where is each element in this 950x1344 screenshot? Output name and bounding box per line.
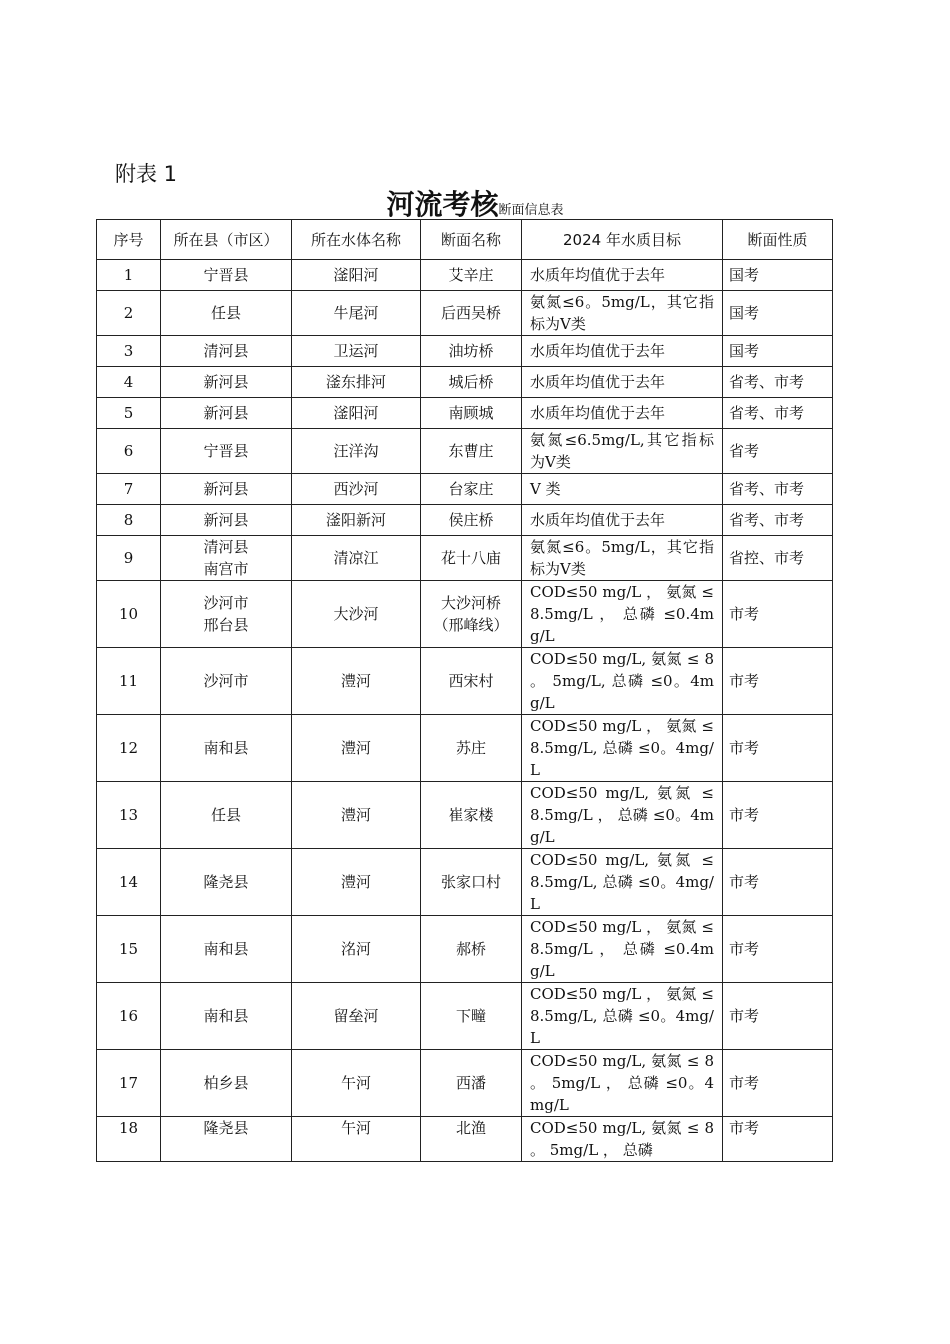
cell-no: 2 xyxy=(97,291,161,336)
cell-goal: 氨氮≤6。5mg/L，其它指标为Ⅴ类 xyxy=(522,536,723,581)
cell-no: 7 xyxy=(97,474,161,505)
table-row xyxy=(97,849,833,916)
cell-goal: COD≤50 mg/L, 氨氮 ≤ 8 。 5mg/L ， 总磷 ≤0。4mg/L xyxy=(522,1050,723,1117)
table-row xyxy=(97,536,833,581)
cell-section: 侯庄桥 xyxy=(421,505,522,536)
table-row xyxy=(97,1117,833,1162)
cell-water: 滏阳河 xyxy=(292,398,421,429)
cell-section: 台家庄 xyxy=(421,474,522,505)
cell-no: 8 xyxy=(97,505,161,536)
table-row xyxy=(97,474,833,505)
header-goal: 2024 年水质目标 xyxy=(522,220,723,260)
cell-nature: 市考 xyxy=(723,849,833,916)
cell-nature: 省考、市考 xyxy=(723,367,833,398)
cell-nature: 省考、市考 xyxy=(723,398,833,429)
cell-county: 新河县 xyxy=(161,398,292,429)
table-row xyxy=(97,291,833,336)
cell-no: 16 xyxy=(97,983,161,1050)
cell-no: 6 xyxy=(97,429,161,474)
cell-water: 澧河 xyxy=(292,782,421,849)
cell-water: 滏阳河 xyxy=(292,260,421,291)
table-row xyxy=(97,782,833,849)
cell-county: 新河县 xyxy=(161,505,292,536)
cell-water: 留垒河 xyxy=(292,983,421,1050)
cell-nature: 省考 xyxy=(723,429,833,474)
table-row xyxy=(97,648,833,715)
cell-section: 艾辛庄 xyxy=(421,260,522,291)
cell-water: 卫运河 xyxy=(292,336,421,367)
cell-water: 洺河 xyxy=(292,916,421,983)
header-county: 所在县（市区） xyxy=(161,220,292,260)
table-row xyxy=(97,1050,833,1117)
cell-nature: 省控、市考 xyxy=(723,536,833,581)
cell-nature: 市考 xyxy=(723,1050,833,1117)
title-sub: 断面信息表 xyxy=(498,203,564,218)
cell-goal: COD≤50 mg/L ， 氨氮 ≤ 8.5mg/L, 总磷 ≤0。4mg/L xyxy=(522,715,723,782)
cell-no: 12 xyxy=(97,715,161,782)
cell-goal: COD≤50 mg/L, 氨氮 ≤ 8.5mg/L ， 总磷 ≤0。4mg/L xyxy=(522,782,723,849)
cell-county: 宁晋县 xyxy=(161,260,292,291)
appendix-label: 附表 1 xyxy=(115,162,178,186)
cell-goal: 水质年均值优于去年 xyxy=(522,336,723,367)
title-main: 河流考核 xyxy=(386,188,499,221)
cell-county: 新河县 xyxy=(161,367,292,398)
cell-nature: 市考 xyxy=(723,648,833,715)
cell-goal: COD≤50 mg/L ， 氨氮 ≤ 8.5mg/L ， 总磷 ≤0.4mg/L xyxy=(522,581,723,648)
cell-no: 18 xyxy=(97,1117,161,1162)
cell-county: 任县 xyxy=(161,782,292,849)
cell-nature: 国考 xyxy=(723,291,833,336)
cell-no: 17 xyxy=(97,1050,161,1117)
table-row xyxy=(97,367,833,398)
cell-section: 城后桥 xyxy=(421,367,522,398)
table-row xyxy=(97,260,833,291)
cell-nature: 国考 xyxy=(723,336,833,367)
cell-section: 后西吴桥 xyxy=(421,291,522,336)
cell-goal: Ⅴ 类 xyxy=(522,474,723,505)
cell-no: 15 xyxy=(97,916,161,983)
cell-goal: COD≤50 mg/L ， 氨氮 ≤ 8.5mg/L, 总磷 ≤0。4mg/L xyxy=(522,983,723,1050)
cell-county: 南和县 xyxy=(161,916,292,983)
cell-county: 清河县 南宫市 xyxy=(161,536,292,581)
cell-section: 北渔 xyxy=(421,1117,522,1162)
cell-section: 苏庄 xyxy=(421,715,522,782)
cell-goal: 氨氮≤6。5mg/L，其它指标为Ⅴ类 xyxy=(522,291,723,336)
table-row xyxy=(97,983,833,1050)
cell-county: 隆尧县 xyxy=(161,1117,292,1162)
cell-nature: 市考 xyxy=(723,715,833,782)
table-row xyxy=(97,398,833,429)
cell-county: 新河县 xyxy=(161,474,292,505)
cell-county: 南和县 xyxy=(161,983,292,1050)
cell-goal: 水质年均值优于去年 xyxy=(522,398,723,429)
cell-county: 清河县 xyxy=(161,336,292,367)
cell-nature: 国考 xyxy=(723,260,833,291)
cell-section: 张家口村 xyxy=(421,849,522,916)
cell-no: 10 xyxy=(97,581,161,648)
cell-water: 午河 xyxy=(292,1050,421,1117)
cell-section: 大沙河桥 （邢峰线） xyxy=(421,581,522,648)
table-row xyxy=(97,715,833,782)
cell-water: 汪洋沟 xyxy=(292,429,421,474)
cell-water: 午河 xyxy=(292,1117,421,1162)
cell-section: 西宋村 xyxy=(421,648,522,715)
cell-county: 隆尧县 xyxy=(161,849,292,916)
cell-no: 5 xyxy=(97,398,161,429)
cell-water: 澧河 xyxy=(292,648,421,715)
cell-no: 14 xyxy=(97,849,161,916)
header-water: 所在水体名称 xyxy=(292,220,421,260)
cell-section: 东曹庄 xyxy=(421,429,522,474)
cell-section: 花十八庙 xyxy=(421,536,522,581)
cell-water: 滏东排河 xyxy=(292,367,421,398)
table-body xyxy=(97,260,833,1162)
cell-no: 3 xyxy=(97,336,161,367)
cell-county: 沙河市 xyxy=(161,648,292,715)
cell-section: 崔家楼 xyxy=(421,782,522,849)
cell-county: 柏乡县 xyxy=(161,1050,292,1117)
cell-nature: 省考、市考 xyxy=(723,505,833,536)
cell-water: 西沙河 xyxy=(292,474,421,505)
cell-section: 西潘 xyxy=(421,1050,522,1117)
header-nature: 断面性质 xyxy=(723,220,833,260)
cell-county: 任县 xyxy=(161,291,292,336)
cell-county: 南和县 xyxy=(161,715,292,782)
cell-water: 澧河 xyxy=(292,715,421,782)
cell-water: 滏阳新河 xyxy=(292,505,421,536)
table-title xyxy=(0,183,950,223)
cell-goal: 水质年均值优于去年 xyxy=(522,260,723,291)
cell-goal: COD≤50 mg/L, 氨氮 ≤ 8 。 5mg/L, 总磷 ≤0。4mg/L xyxy=(522,648,723,715)
cell-nature: 市考 xyxy=(723,916,833,983)
cell-water: 牛尾河 xyxy=(292,291,421,336)
cell-section: 郝桥 xyxy=(421,916,522,983)
cell-water: 大沙河 xyxy=(292,581,421,648)
header-section: 断面名称 xyxy=(421,220,522,260)
cell-no: 4 xyxy=(97,367,161,398)
cell-goal: 氨氮≤6.5mg/L,其它指标为Ⅴ类 xyxy=(522,429,723,474)
cell-no: 9 xyxy=(97,536,161,581)
cell-no: 13 xyxy=(97,782,161,849)
cell-section: 油坊桥 xyxy=(421,336,522,367)
table-row xyxy=(97,581,833,648)
cell-section: 南顾城 xyxy=(421,398,522,429)
section-info-table xyxy=(96,219,833,1162)
cell-no: 1 xyxy=(97,260,161,291)
cell-county: 沙河市 邢台县 xyxy=(161,581,292,648)
cell-goal: COD≤50 mg/L ， 氨氮 ≤ 8.5mg/L ， 总磷 ≤0.4mg/L xyxy=(522,916,723,983)
table-row xyxy=(97,505,833,536)
cell-water: 澧河 xyxy=(292,849,421,916)
cell-nature: 市考 xyxy=(723,581,833,648)
cell-county: 宁晋县 xyxy=(161,429,292,474)
table-row xyxy=(97,916,833,983)
cell-no: 11 xyxy=(97,648,161,715)
table-header-row xyxy=(97,220,833,260)
cell-nature: 省考、市考 xyxy=(723,474,833,505)
table-row xyxy=(97,336,833,367)
cell-nature: 市考 xyxy=(723,983,833,1050)
cell-goal: 水质年均值优于去年 xyxy=(522,367,723,398)
cell-goal: 水质年均值优于去年 xyxy=(522,505,723,536)
table-row xyxy=(97,429,833,474)
cell-nature: 市考 xyxy=(723,782,833,849)
cell-goal: COD≤50 mg/L, 氨氮 ≤ 8.5mg/L, 总磷 ≤0。4mg/L xyxy=(522,849,723,916)
cell-water: 清凉江 xyxy=(292,536,421,581)
cell-goal: COD≤50 mg/L, 氨氮 ≤ 8 。 5mg/L ， 总磷 xyxy=(522,1117,723,1162)
cell-section: 下疃 xyxy=(421,983,522,1050)
header-no: 序号 xyxy=(97,220,161,260)
cell-nature: 市考 xyxy=(723,1117,833,1162)
